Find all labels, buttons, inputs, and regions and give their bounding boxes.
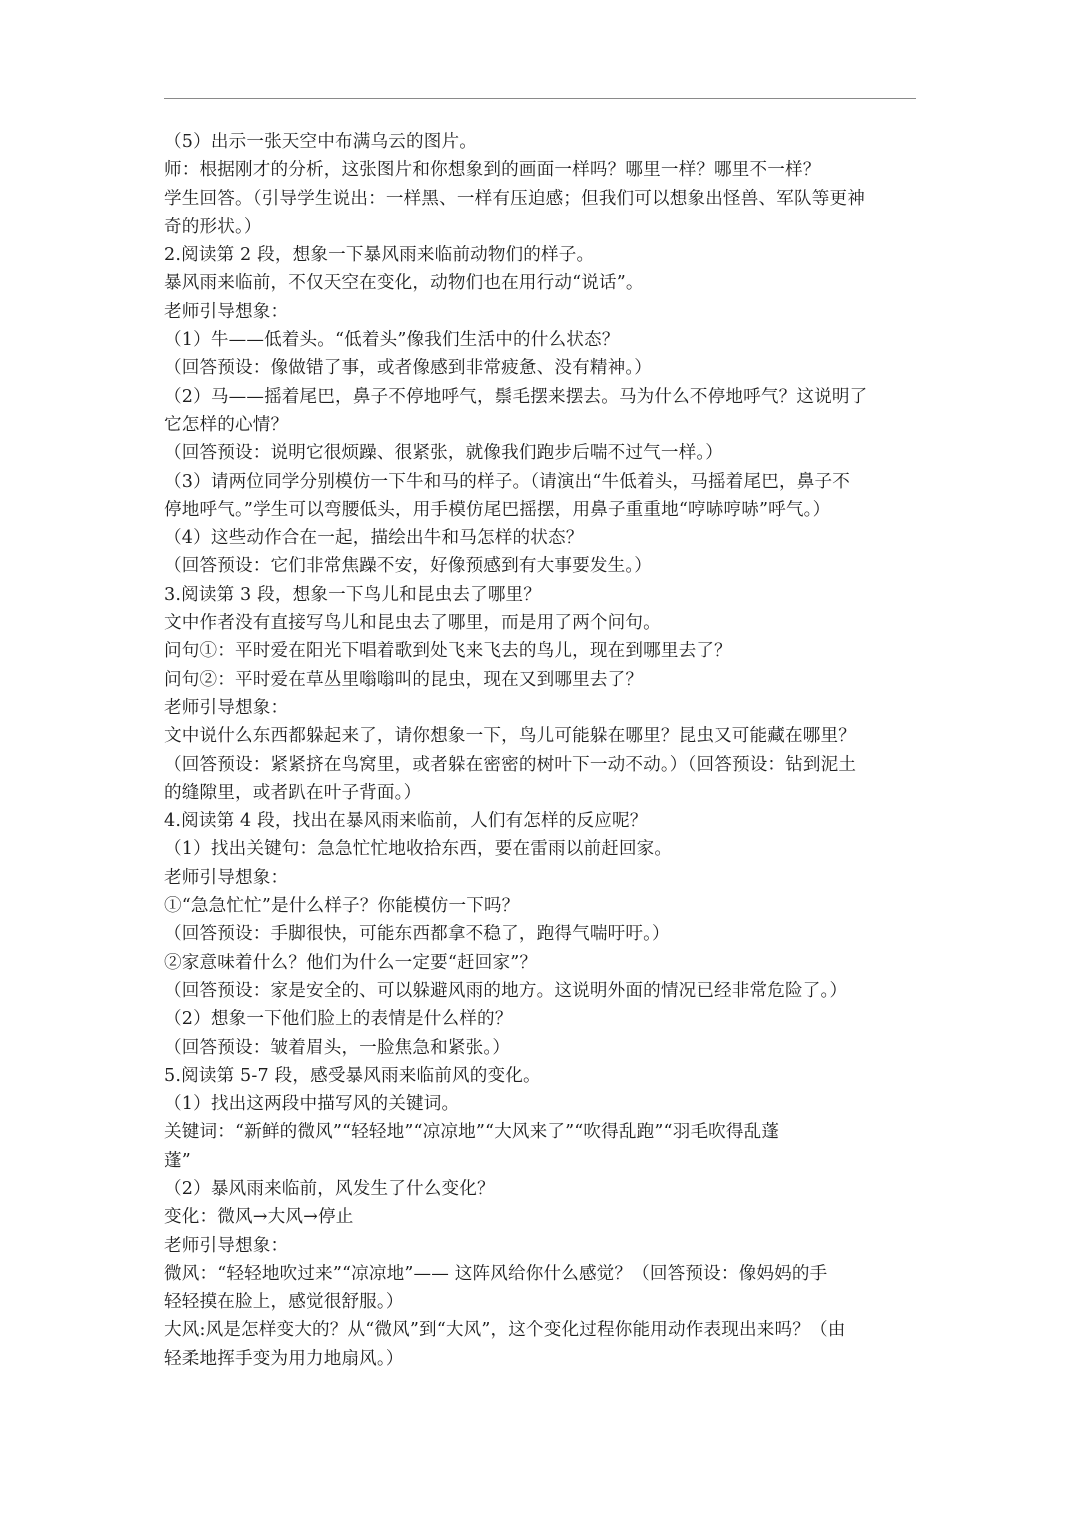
text-line: 变化：微风→大风→停止 [164,1207,354,1228]
text-line: ①“急急忙忙”是什么样子？你能模仿一下吗？ [164,896,520,917]
text-line: 老师引导想象： [164,697,289,718]
text-line: 的缝隙里，或者趴在叶子背面。） [164,782,422,803]
text-line: （2）想象一下他们脸上的表情是什么样的？ [164,1009,513,1030]
text-line: 文中作者没有直接写鸟儿和昆虫去了哪里，而是用了两个问句。 [164,613,661,634]
text-line: （1）牛——低着头。“低着头”像我们生活中的什么状态？ [164,330,620,351]
text-line: 2.阅读第 2 段，想象一下暴风雨来临前动物们的样子。 [164,245,595,266]
text-line: 关键词：“新鲜的微风”“轻轻地”“凉凉地”“大风来了”“吹得乱跑”“羽毛吹得乱蓬 [164,1122,780,1143]
text-line: 师：根据刚才的分析，这张图片和你想象到的画面一样吗？哪里一样？哪里不一样？ [164,160,821,181]
text-line: （2）暴风雨来临前，风发生了什么变化？ [164,1178,495,1199]
text-line: ②家意味着什么？他们为什么一定要“赶回家”？ [164,952,538,973]
text-line: 微风：“轻轻地吹过来”“凉凉地”—— 这阵风给你什么感觉？（回答预设：像妈妈的手 [164,1263,828,1284]
text-line: 文中说什么东西都躲起来了，请你想象一下，鸟儿可能躲在哪里？昆虫又可能藏在哪里？ [164,726,857,747]
text-line: （回答预设：家是安全的、可以躲避风雨的地方。这说明外面的情况已经非常危险了。） [164,980,848,1001]
text-line: 问句①：平时爱在阳光下唱着歌到处飞来飞去的鸟儿，现在到哪里去了？ [164,641,732,662]
text-line: 轻柔地挥手变为用力地扇风。） [164,1348,404,1369]
text-line: 老师引导想象： [164,1235,289,1256]
text-line: 停地呼气。”学生可以弯腰低头，用手模仿尾巴摇摆，用鼻子重重地“哼哧哼哧”呼气。） [164,499,831,520]
text-line: （回答预设：它们非常焦躁不安，好像预感到有大事要发生。） [164,556,653,577]
text-line: （回答预设：说明它很烦躁、很紧张，就像我们跑步后喘不过气一样。） [164,443,724,464]
text-line: 蓬” [164,1150,191,1171]
text-line: 3.阅读第 3 段，想象一下鸟儿和昆虫去了哪里？ [164,584,542,605]
text-line: 问句②：平时爱在草丛里嗡嗡叫的昆虫，现在又到哪里去了？ [164,669,644,690]
text-line: 5.阅读第 5-7 段，感受暴风雨来临前风的变化。 [164,1065,541,1086]
document-body [164,128,920,1373]
text-line: 老师引导想象： [164,301,289,322]
text-line: 它怎样的心情？ [164,414,289,435]
text-line: （3）请两位同学分别模仿一下牛和马的样子。（请演出“牛低着头，马摇着尾巴，鼻子不 [164,471,850,492]
text-line: （4）这些动作合在一起，描绘出牛和马怎样的状态？ [164,528,584,549]
text-line: 轻轻摸在脸上，感觉很舒服。） [164,1292,404,1313]
text-line: （回答预设：紧紧挤在鸟窝里，或者躲在密密的树叶下一动不动。）（回答预设：钻到泥土 [164,754,857,775]
text-line: 老师引导想象： [164,867,289,888]
text-line: 奇的形状。） [164,216,262,237]
text-line: 暴风雨来临前，不仅天空在变化，动物们也在用行动“说话”。 [164,273,644,294]
text-line: 大风:风是怎样变大的？从“微风”到“大风”，这个变化过程你能用动作表现出来吗？（由 [164,1320,846,1341]
header-divider [164,98,916,99]
text-line: （回答预设：手脚很快，可能东西都拿不稳了，跑得气喘吁吁。） [164,924,670,945]
text-line: （回答预设：皱着眉头，一脸焦急和紧张。） [164,1037,511,1058]
text-line: 4.阅读第 4 段，找出在暴风雨来临前，人们有怎样的反应呢？ [164,811,648,832]
text-line: 学生回答。（引导学生说出：一样黑、一样有压迫感；但我们可以想象出怪兽、军队等更神 [164,188,865,209]
text-line: （回答预设：像做错了事，或者像感到非常疲惫、没有精神。） [164,358,653,379]
text-line: （2）马——摇着尾巴，鼻子不停地呼气，鬃毛摆来摆去。马为什么不停地呼气？这说明了 [164,386,868,407]
text-line: （1）找出关键句：急急忙忙地收拾东西，要在雷雨以前赶回家。 [164,839,673,860]
text-line: （1）找出这两段中描写风的关键词。 [164,1094,460,1115]
text-line: （5）出示一张天空中布满乌云的图片。 [164,132,477,152]
